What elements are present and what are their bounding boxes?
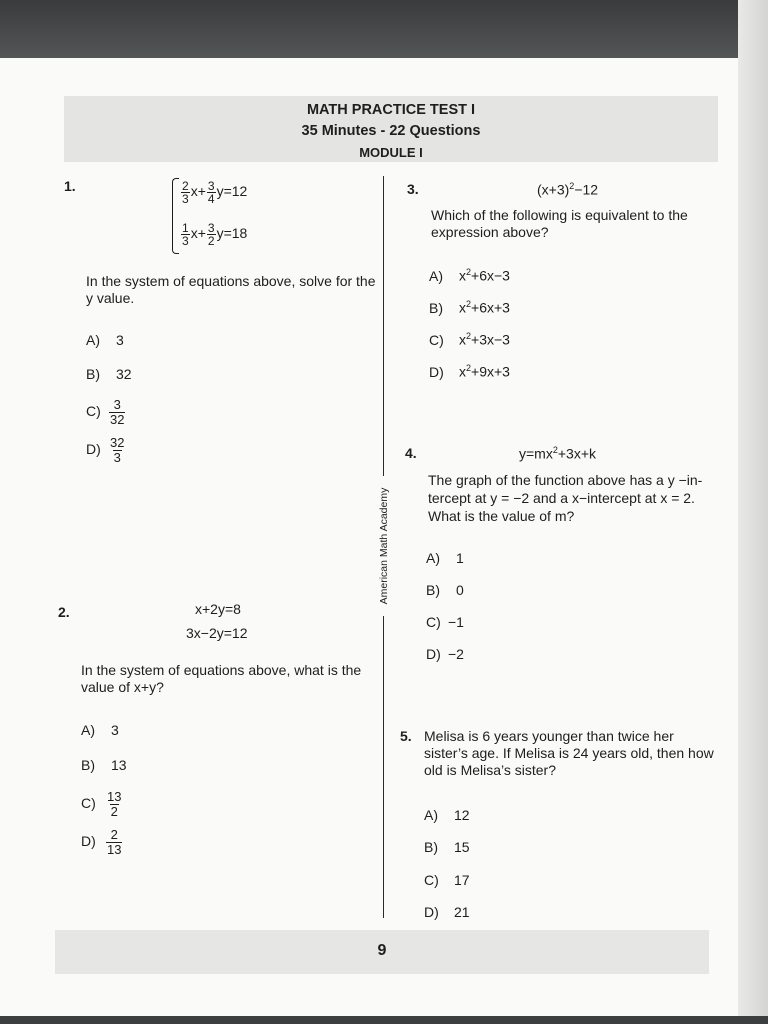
question-5-number: 5. (400, 728, 412, 744)
q4-option-a[interactable]: A) 1 (426, 550, 464, 566)
q2-option-a[interactable]: A) 3 (81, 722, 119, 738)
q3-option-a[interactable]: A) $x^2+6x-3$ (429, 267, 510, 284)
page-edge-right (738, 0, 768, 1024)
q1-equation-1: $\frac{2}{3}$ x+ $\frac{3}{4}$ y=12 (182, 179, 248, 206)
q3-option-d[interactable]: D) $x^2+9x+3$ (429, 363, 510, 380)
question-4-number: 4. (405, 445, 417, 461)
q5-option-d[interactable]: D) 21 (424, 904, 470, 920)
scanner-bottom-shadow (0, 1016, 768, 1024)
q5-prompt: Melisa is 6 years younger than twice her sister’s age. If Melisa is 24 years old, then how old is Melisa’s sister? (424, 728, 714, 778)
q4-option-d[interactable]: D) −2 (426, 646, 464, 662)
q1-option-d[interactable]: D) $\frac{32}{3}$ (86, 435, 125, 465)
page-sheet (0, 58, 738, 1024)
system-brace (172, 178, 179, 254)
q2-equation-2: 3x−2y=12 (186, 625, 248, 641)
column-divider-top (383, 176, 384, 476)
q1-equation-2: $\frac{1}{3}$ x+ $\frac{3}{2}$ y=18 (182, 221, 248, 248)
q1-option-a[interactable]: A) 3 (86, 332, 124, 348)
column-divider-bottom (383, 616, 384, 918)
q1-option-b[interactable]: B) 32 (86, 366, 132, 382)
q1-option-c[interactable]: C) $\frac{3}{32}$ (86, 397, 125, 427)
q4-equation: $y=mx^2+3x+k$ (519, 445, 596, 462)
q3-expression: $(x+3)^2-12$ (537, 181, 599, 198)
q4-option-c[interactable]: C) −1 (426, 614, 464, 630)
module-label: MODULE I (359, 145, 423, 160)
q2-option-d[interactable]: D) $\frac{2}{13}$ (81, 827, 122, 857)
scanner-top-shadow (0, 0, 768, 58)
q3-option-b[interactable]: B) $x^2+6x+3$ (429, 299, 510, 316)
test-subtitle: 35 Minutes - 22 Questions (301, 123, 481, 139)
q2-prompt: In the system of equations above, what is the value of x+y? (81, 662, 362, 695)
question-1-number: 1. (64, 178, 76, 194)
q4-prompt-line-2: tercept at y = −2 and a x−intercept at x = 2. (428, 490, 695, 506)
q3-prompt: Which of the following is equivalent to the expression above? (431, 207, 688, 240)
question-3-number: 3. (407, 181, 419, 197)
q5-option-a[interactable]: A) 12 (424, 807, 470, 823)
q4-prompt-line-3: What is the value of m? (428, 508, 575, 524)
q2-equation-1: x+2y=8 (195, 601, 241, 617)
q2-option-b[interactable]: B) 13 (81, 757, 127, 773)
q3-option-c[interactable]: C) $x^2+3x-3$ (429, 331, 510, 348)
q1-prompt: In the system of equations above, solve for the y value. (86, 273, 376, 306)
q4-option-b[interactable]: B) 0 (426, 582, 464, 598)
q4-prompt-line-1: The graph of the function above has a y −in- (428, 472, 703, 488)
question-2-number: 2. (58, 604, 70, 620)
q2-option-c[interactable]: C) $\frac{13}{2}$ (81, 789, 122, 819)
test-title: MATH PRACTICE TEST I (306, 102, 476, 118)
q5-option-b[interactable]: B) 15 (424, 839, 470, 855)
publisher-label: American Math Academy (378, 487, 390, 605)
page-number: 9 (377, 942, 387, 959)
q5-option-c[interactable]: C) 17 (424, 872, 470, 888)
